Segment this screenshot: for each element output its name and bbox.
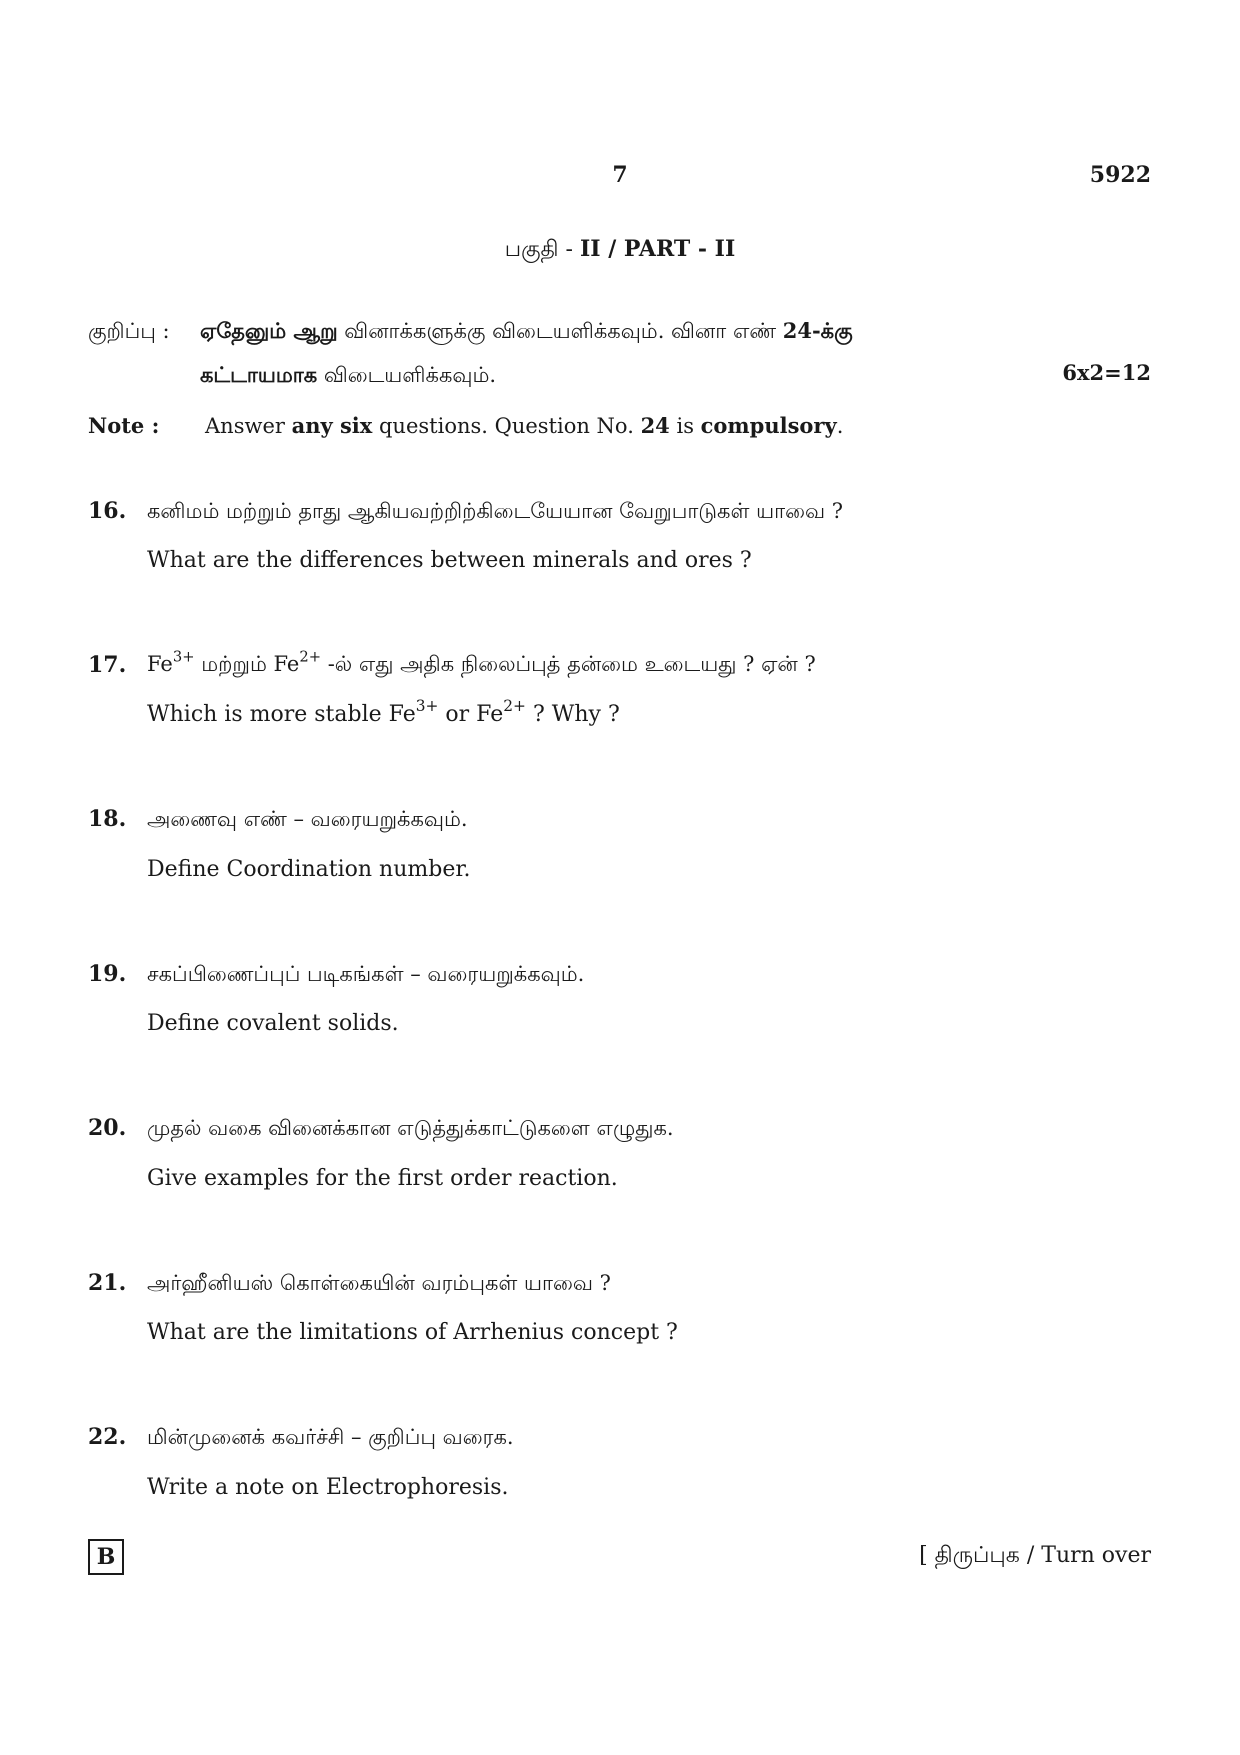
question-17-tamil-part: மற்றும் Fe [194,652,300,676]
question-21-tamil: அர்ஹீனியஸ் கொள்கையின் வரம்புகள் யாவை ? [147,1271,611,1295]
question-17-english-charge: 3+ [415,697,439,715]
question-17-english-charge: 2+ [503,697,526,715]
note-english [88,413,843,438]
question-18-english: Define Coordination number. [147,857,471,882]
question-20-english: Give examples for the first order reaction. [147,1166,618,1191]
page-number: 7 [612,162,628,188]
turn-over-note: [ திருப்புக / Turn over [919,1543,1151,1568]
question-17-number: 17. [88,652,127,678]
note-english-text-1: Answer [205,414,292,438]
question-16-english: What are the differences between minerals and ores ? [147,548,752,573]
note-english-bold-3: compulsory [700,413,837,438]
paper-code: 5922 [1089,162,1151,188]
part-heading-tamil: பகுதி - [504,237,580,262]
note-english-bold-2: 24 [640,413,670,438]
question-19-number: 19. [88,961,127,987]
question-22-number: 22. [88,1424,127,1450]
note-tamil-text-1: வினாக்களுக்கு விடையளிக்கவும். வினா எண் [337,319,783,343]
note-tamil-bold-1: ஏதேனும் ஆறு [200,318,338,343]
part-heading-english: II / PART - II [580,236,736,262]
part-heading [0,236,1240,265]
question-17-english [147,697,620,727]
question-21-english: What are the limitations of Arrhenius concept ? [147,1320,678,1345]
question-17-tamil-charge: 2+ [299,648,322,666]
note-english-bold-1: any six [291,413,373,438]
question-22-english: Write a note on Electrophoresis. [147,1475,509,1500]
question-20-number: 20. [88,1115,127,1141]
note-tamil-text-2: விடையளிக்கவும். [317,363,497,387]
question-22-tamil: மின்முனைக் கவர்ச்சி – குறிப்பு வரைக. [147,1425,514,1449]
question-20-tamil: முதல் வகை வினைக்கான எடுத்துக்காட்டுகளை எழுதுக. [147,1116,674,1140]
question-17-tamil-part: Fe [147,652,173,676]
note-english-label: Note : [88,413,160,438]
note-english-text-3: is [669,414,701,438]
marks-allocation: 6x2=12 [1062,360,1151,385]
question-17-tamil-charge: 3+ [172,648,195,666]
question-19-english: Define covalent solids. [147,1011,399,1036]
note-tamil-line-1 [88,318,853,346]
question-17-english-part: ? Why ? [525,702,620,727]
question-17-tamil-part: -ல் எது அதிக நிலைப்புத் தன்மை உடையது ? ஏன் ? [321,652,816,676]
note-tamil-bold-2: 24-க்கு [782,318,853,343]
question-18-tamil: அணைவு எண் – வரையறுக்கவும். [147,807,468,831]
question-17-english-part: Which is more stable Fe [147,702,416,727]
question-19-tamil: சகப்பிணைப்புப் படிகங்கள் – வரையறுக்கவும். [147,962,585,986]
question-16-tamil: கனிமம் மற்றும் தாது ஆகியவற்றிற்கிடையேயான வேறுபாடுகள் யாவை ? [147,499,843,523]
question-21-number: 21. [88,1270,127,1296]
note-tamil-bold-3: கட்டாயமாக [200,362,318,387]
note-tamil-label: குறிப்பு : [88,319,170,343]
note-tamil-line-2 [200,362,496,390]
question-17-tamil [147,648,816,679]
note-english-text-2: questions. Question No. [372,414,641,438]
question-16-number: 16. [88,498,127,524]
question-17-english-part: or Fe [438,702,504,727]
note-english-text-4: . [836,414,844,438]
question-18-number: 18. [88,806,127,832]
question-paper-option-box: B [88,1539,124,1575]
